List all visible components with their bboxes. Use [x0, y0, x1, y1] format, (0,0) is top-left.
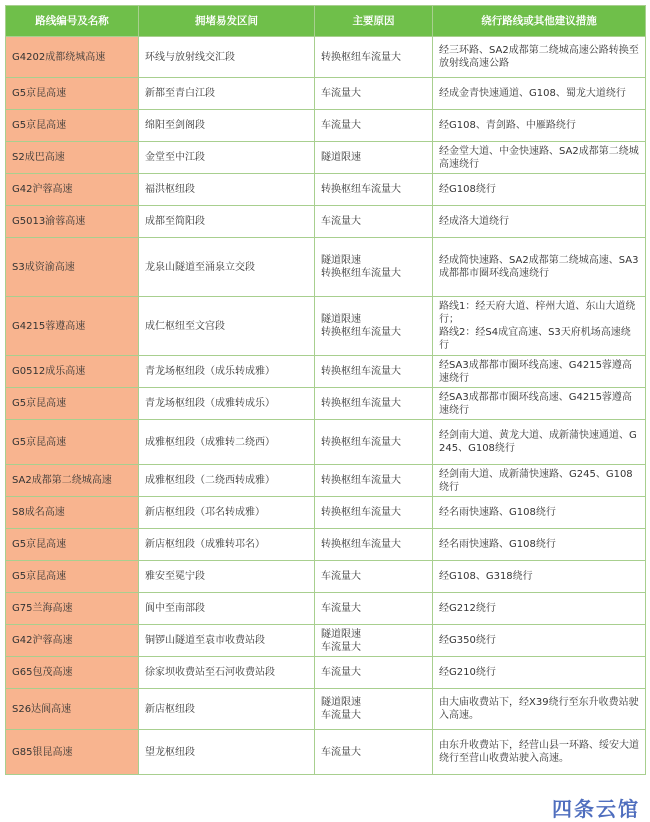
- detour-cell: 经名雨快速路、G108绕行: [433, 497, 646, 529]
- table-row: [6, 356, 646, 388]
- detour-cell: 经G212绕行: [433, 593, 646, 625]
- route-cell: G42沪蓉高速: [6, 625, 139, 657]
- route-cell: SA2成都第二绕城高速: [6, 465, 139, 497]
- table-row: [6, 625, 646, 657]
- table-row: [6, 388, 646, 420]
- reason-cell: 隧道限速 转换枢纽车流量大: [315, 238, 433, 297]
- route-cell: G5京昆高速: [6, 110, 139, 142]
- route-cell: G65包茂高速: [6, 657, 139, 689]
- reason-cell: 车流量大: [315, 78, 433, 110]
- table-row: [6, 110, 646, 142]
- route-cell: G85银昆高速: [6, 730, 139, 775]
- table-row: [6, 174, 646, 206]
- section-cell: 绵阳至剑阁段: [139, 110, 315, 142]
- detour-cell: 经SA3成都都市圈环线高速、G4215蓉遵高速绕行: [433, 388, 646, 420]
- route-cell: G5京昆高速: [6, 561, 139, 593]
- detour-cell: 经G210绕行: [433, 657, 646, 689]
- section-cell: 龙泉山隧道至涌泉立交段: [139, 238, 315, 297]
- section-cell: 新店枢纽段: [139, 689, 315, 730]
- reason-cell: 转换枢纽车流量大: [315, 37, 433, 78]
- table-row: [6, 689, 646, 730]
- table-row: [6, 657, 646, 689]
- reason-cell: 转换枢纽车流量大: [315, 388, 433, 420]
- table-header-row: [6, 6, 646, 37]
- section-cell: 金堂至中江段: [139, 142, 315, 174]
- reason-cell: 车流量大: [315, 657, 433, 689]
- reason-cell: 转换枢纽车流量大: [315, 529, 433, 561]
- detour-cell: 由大庙收费站下，经X39绕行至东升收费站驶入高速。: [433, 689, 646, 730]
- route-cell: G4202成都绕城高速: [6, 37, 139, 78]
- detour-cell: 经三环路、SA2成都第二绕城高速公路转换至放射线高速公路: [433, 37, 646, 78]
- route-cell: G5京昆高速: [6, 529, 139, 561]
- route-cell: S3成资渝高速: [6, 238, 139, 297]
- table-row: [6, 420, 646, 465]
- header-detour: 绕行路线或其他建议措施: [433, 6, 646, 37]
- route-cell: G5013渝蓉高速: [6, 206, 139, 238]
- detour-cell: 经成洛大道绕行: [433, 206, 646, 238]
- header-route: 路线编号及名称: [6, 6, 139, 37]
- section-cell: 雅安至冕宁段: [139, 561, 315, 593]
- reason-cell: 车流量大: [315, 593, 433, 625]
- reason-cell: 转换枢纽车流量大: [315, 356, 433, 388]
- detour-cell: 经SA3成都都市圈环线高速、G4215蓉遵高速绕行: [433, 356, 646, 388]
- route-cell: G4215蓉遵高速: [6, 297, 139, 356]
- route-cell: G42沪蓉高速: [6, 174, 139, 206]
- table-row: [6, 206, 646, 238]
- header-section: 拥堵易发区间: [139, 6, 315, 37]
- reason-cell: 车流量大: [315, 561, 433, 593]
- route-cell: S2成巴高速: [6, 142, 139, 174]
- section-cell: 环线与放射线交汇段: [139, 37, 315, 78]
- table-row: [6, 37, 646, 78]
- reason-cell: 车流量大: [315, 730, 433, 775]
- route-cell: S8成名高速: [6, 497, 139, 529]
- table-row: [6, 529, 646, 561]
- reason-cell: 车流量大: [315, 206, 433, 238]
- section-cell: 成都至简阳段: [139, 206, 315, 238]
- detour-cell: 经金堂大道、中金快速路、SA2成都第二绕城高速绕行: [433, 142, 646, 174]
- table-row: [6, 593, 646, 625]
- table-row: [6, 497, 646, 529]
- section-cell: 新店枢纽段（成雅转邛名）: [139, 529, 315, 561]
- section-cell: 青龙场枢纽段（成乐转成雅）: [139, 356, 315, 388]
- route-cell: G5京昆高速: [6, 78, 139, 110]
- section-cell: 福洪枢纽段: [139, 174, 315, 206]
- detour-cell: 路线1：经天府大道、梓州大道、东山大道绕行； 路线2：经S4成宜高速、S3天府机场高速绕行: [433, 297, 646, 356]
- section-cell: 徐家坝收费站至石河收费站段: [139, 657, 315, 689]
- detour-cell: 经剑南大道、黄龙大道、成新蒲快速通道、G245、G108绕行: [433, 420, 646, 465]
- table-row: [6, 238, 646, 297]
- table-row: [6, 730, 646, 775]
- route-cell: S26达阆高速: [6, 689, 139, 730]
- reason-cell: 车流量大: [315, 110, 433, 142]
- reason-cell: 隧道限速: [315, 142, 433, 174]
- section-cell: 新都至青白江段: [139, 78, 315, 110]
- table-row: [6, 297, 646, 356]
- section-cell: 望龙枢纽段: [139, 730, 315, 775]
- section-cell: 成雅枢纽段（成雅转二绕西）: [139, 420, 315, 465]
- detour-cell: 经G108、青剑路、中雁路绕行: [433, 110, 646, 142]
- detour-cell: 经剑南大道、成新蒲快速路、G245、G108绕行: [433, 465, 646, 497]
- detour-cell: 由东升收费站下，经营山县一环路、绥安大道绕行至营山收费站驶入高速。: [433, 730, 646, 775]
- route-cell: G0512成乐高速: [6, 356, 139, 388]
- reason-cell: 转换枢纽车流量大: [315, 174, 433, 206]
- section-cell: 阆中至南部段: [139, 593, 315, 625]
- route-cell: G5京昆高速: [6, 388, 139, 420]
- section-cell: 成仁枢纽至文宫段: [139, 297, 315, 356]
- watermark-logo: 四条云馆: [552, 797, 640, 821]
- detour-cell: 经成简快速路、SA2成都第二绕城高速、SA3成都都市圈环线高速绕行: [433, 238, 646, 297]
- detour-cell: 经名雨快速路、G108绕行: [433, 529, 646, 561]
- congestion-table: [5, 5, 646, 775]
- reason-cell: 隧道限速 车流量大: [315, 689, 433, 730]
- detour-cell: 经G108绕行: [433, 174, 646, 206]
- section-cell: 成雅枢纽段（二绕西转成雅）: [139, 465, 315, 497]
- route-cell: G5京昆高速: [6, 420, 139, 465]
- reason-cell: 转换枢纽车流量大: [315, 420, 433, 465]
- table-row: [6, 561, 646, 593]
- detour-cell: 经成金青快速通道、G108、蜀龙大道绕行: [433, 78, 646, 110]
- route-cell: G75兰海高速: [6, 593, 139, 625]
- table-row: [6, 142, 646, 174]
- reason-cell: 隧道限速 转换枢纽车流量大: [315, 297, 433, 356]
- section-cell: 青龙场枢纽段（成雅转成乐）: [139, 388, 315, 420]
- detour-cell: 经G350绕行: [433, 625, 646, 657]
- detour-cell: 经G108、G318绕行: [433, 561, 646, 593]
- header-reason: 主要原因: [315, 6, 433, 37]
- table-row: [6, 78, 646, 110]
- section-cell: 铜锣山隧道至袁市收费站段: [139, 625, 315, 657]
- section-cell: 新店枢纽段（邛名转成雅）: [139, 497, 315, 529]
- table-row: [6, 465, 646, 497]
- table-body: [6, 37, 646, 775]
- reason-cell: 隧道限速 车流量大: [315, 625, 433, 657]
- reason-cell: 转换枢纽车流量大: [315, 465, 433, 497]
- reason-cell: 转换枢纽车流量大: [315, 497, 433, 529]
